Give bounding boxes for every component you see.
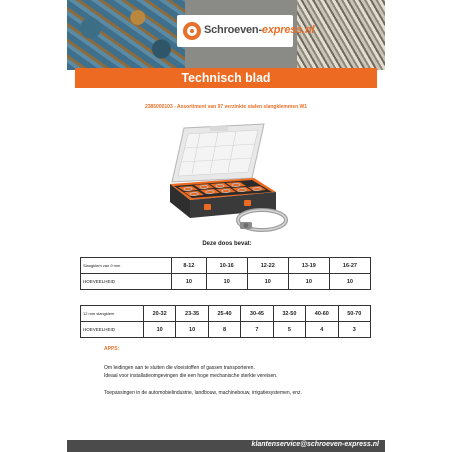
size-cell: 10-16 [206, 258, 247, 274]
quantity-cell: 10 [288, 274, 329, 290]
logo-text-accent: express.nl [261, 24, 315, 36]
size-cell: 16-27 [329, 258, 370, 274]
footer-bar [67, 440, 385, 452]
size-cell: 12-22 [247, 258, 288, 274]
contact-email-link[interactable]: klantenservice@schroeven-express.nl [251, 441, 379, 448]
product-image [164, 122, 290, 246]
box-lid [172, 124, 264, 182]
quantity-cell: 7 [241, 322, 273, 338]
size-cell: 23-35 [176, 306, 208, 322]
size-cell: 32-50 [273, 306, 305, 322]
table-row [81, 258, 371, 274]
hose-clamp [238, 210, 286, 230]
quantity-cell: 8 [208, 322, 240, 338]
quantity-cell: 10 [206, 274, 247, 290]
header-banner [67, 0, 385, 70]
clamp-table-12mm [80, 305, 371, 338]
table-header-label: 12 mm slangklem [81, 306, 144, 322]
clamp-table-9mm [80, 257, 371, 290]
tools-photo [67, 0, 185, 70]
table-row [81, 322, 371, 338]
quantity-label: HOEVEELHEID [81, 322, 144, 338]
table-row [81, 274, 371, 290]
quantity-cell: 10 [143, 322, 175, 338]
apps-line: Om leidingen aan te sluiten die vloeistoffen of gassen transporteren. [104, 365, 255, 371]
quantity-cell: 10 [247, 274, 288, 290]
logo-text-main: Schroeven- [204, 24, 262, 36]
box-contents-caption: Deze doos bevat: [202, 241, 252, 247]
table-header-label: Slangklem van 9 mm [81, 258, 172, 274]
size-cell: 40-60 [306, 306, 338, 322]
size-cell: 30-45 [241, 306, 273, 322]
logo[interactable] [177, 15, 315, 47]
page-title: Technisch blad [75, 68, 377, 88]
quantity-cell: 3 [338, 322, 370, 338]
size-cell: 20-32 [143, 306, 175, 322]
quantity-label: HOEVEELHEID [81, 274, 172, 290]
quantity-cell: 5 [273, 322, 305, 338]
size-cell: 13-19 [288, 258, 329, 274]
quantity-cell: 10 [329, 274, 370, 290]
product-subtitle: 2385000103 - Assortiment van 97 verzinkte stalen slangklemmen W1 [144, 104, 308, 110]
size-cell: 8-12 [172, 258, 206, 274]
apps-heading: APPS: [104, 346, 120, 352]
logo-mark-icon [183, 22, 201, 40]
table-row [81, 306, 371, 322]
quantity-cell: 10 [176, 322, 208, 338]
quantity-cell: 4 [306, 322, 338, 338]
size-cell: 25-40 [208, 306, 240, 322]
apps-line: Ideaal voor installatieomgevingen die een hoge mechanische sterkte vereisen. [104, 373, 278, 379]
apps-line: Toepassingen in de automobielindustrie, landbouw, machinebouw, irrigatiesystemen, enz. [104, 390, 302, 396]
quantity-cell: 10 [172, 274, 206, 290]
size-cell: 50-70 [338, 306, 370, 322]
